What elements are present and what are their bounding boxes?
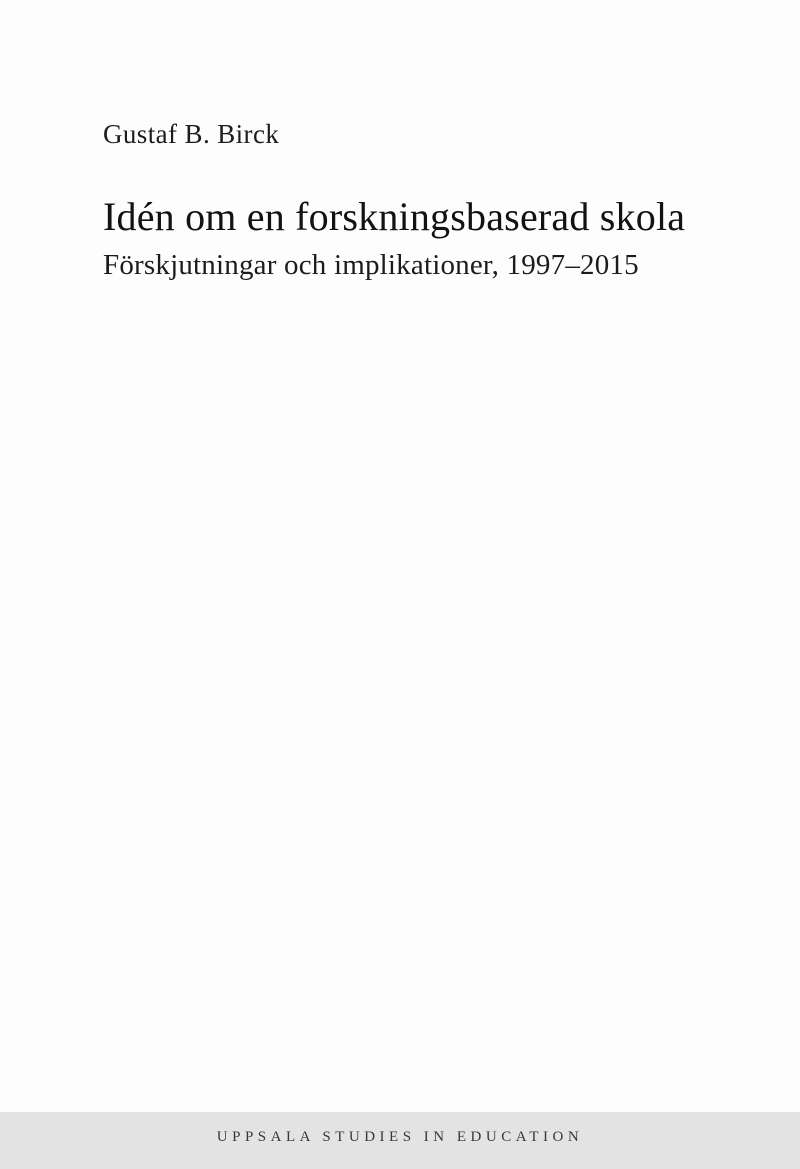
title-page-content [0, 0, 800, 283]
series-band [0, 1112, 800, 1169]
series-title: UPPSALA STUDIES IN EDUCATION [216, 1129, 584, 1145]
author-name: Gustaf B. Birck [103, 119, 280, 149]
book-title: Idén om en forskningsbaserad skola [103, 194, 686, 240]
book-subtitle: Förskjutningar och implikationer, 1997–2015 [103, 249, 639, 282]
